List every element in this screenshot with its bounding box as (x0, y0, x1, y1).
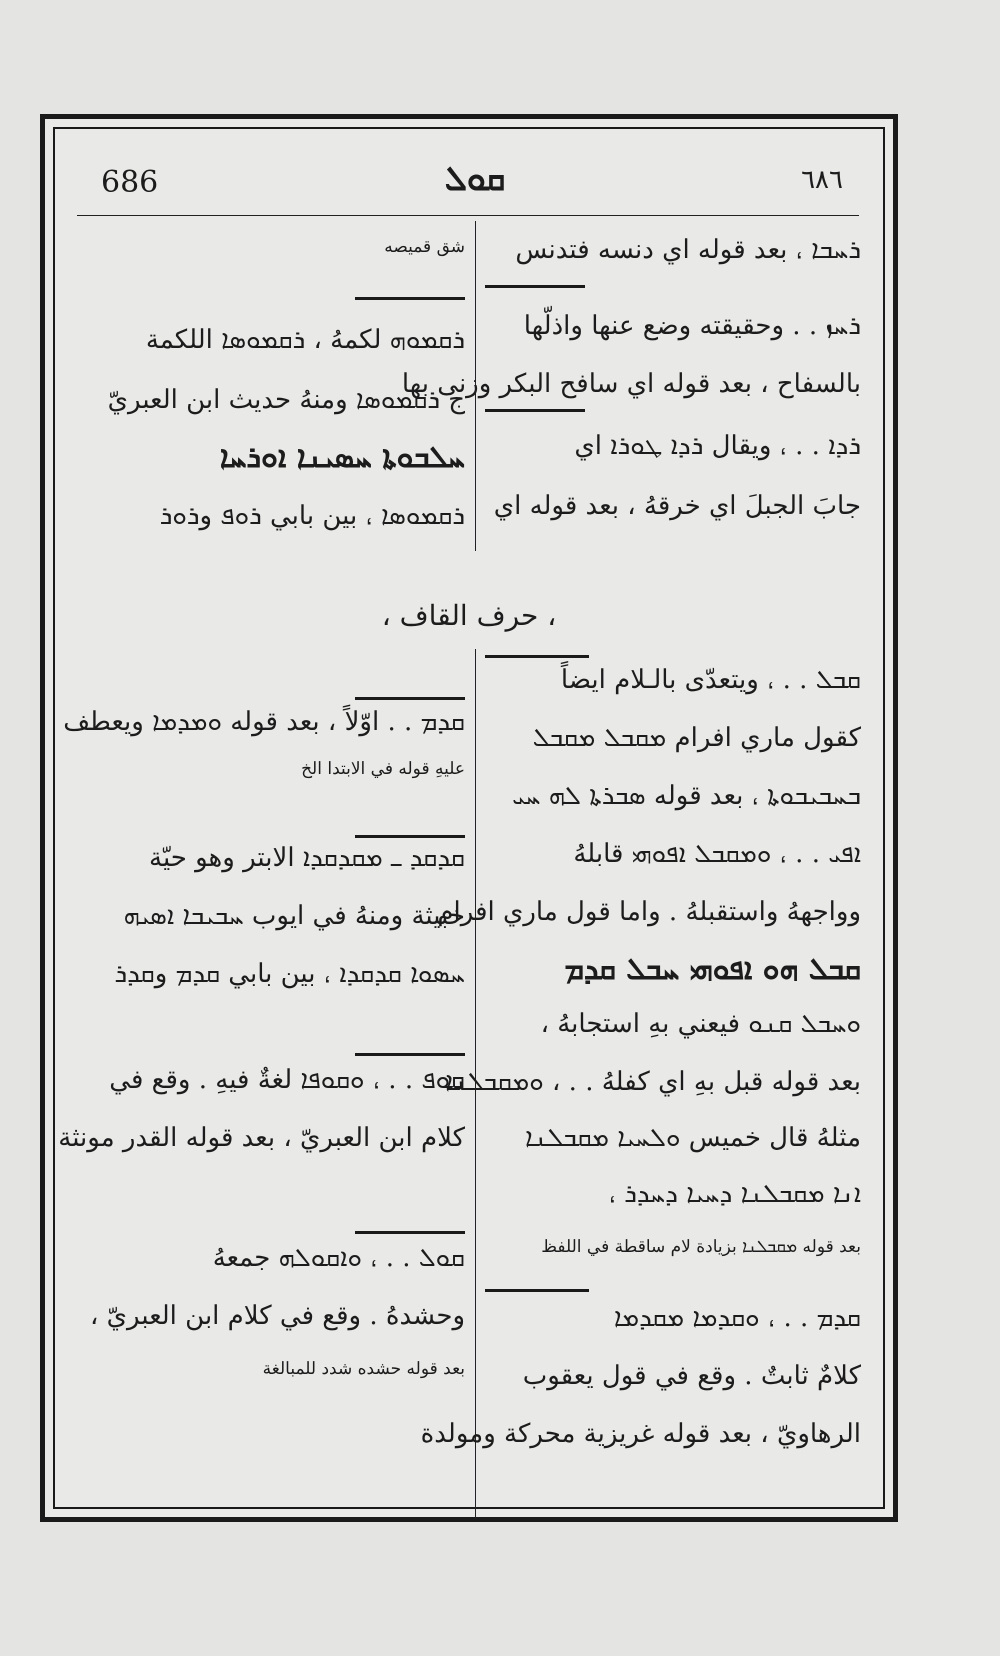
text-line: ܪܩܡܘܗ لكمهُ ، ܪܩܡܘܣܐ اللكمة (145, 325, 465, 355)
text-line: ܪܩܡܘܣܐ ، بين بابي ܪܘܦ وܪܘܪ (159, 501, 465, 531)
text-line: ܪܚܒܐ ، بعد قوله اي دنسه فتدنس (515, 235, 861, 265)
page-inner-frame (53, 127, 885, 1509)
text-line: مثلهُ قال خميس ܘܠܚܝܐ ܡܩܒܠܢܐ (524, 1123, 861, 1153)
text-line: ܪܕܐ . . ، ويقال ܪܕܐ ܛܘܪܐ اي (574, 431, 861, 461)
text-line: ج ܪܩܡܘܣܐ ومنهُ حديث ابن العبريّ (107, 385, 465, 415)
text-line: جابَ الجبلَ اي خرقهُ ، بعد قوله اي (493, 491, 861, 521)
text-line: ܩܕܡ . . اوّلاً ، بعد قوله ܘܡܕܡܐ ويعطف (63, 707, 465, 737)
entry-rule (355, 697, 465, 700)
text-line: كقول ماري افرام ܡܩܒܠ ܡܩܒܠ (532, 723, 861, 753)
entry-rule (355, 1231, 465, 1234)
page-frame (40, 114, 898, 1522)
text-line: خبيثة ومنهُ في ايوب ܚܒܝܒܐ ܐܣܝܗ (123, 901, 465, 931)
text-line: ܩܒܠ . . ، ويتعدّى بالـلام ايضاً (560, 665, 861, 695)
text-line: الرهاويّ ، بعد قوله غريزية محركة ومولدة (420, 1419, 861, 1449)
text-line: ܩܒܠ ܗܘ ܐܦܘܗܝ ܚܒܠ ܩܕܡ (564, 952, 861, 987)
text-line: ܐܢܐ ܡܩܒܠܢܐ ܕܚܝܐ ܕܚܕܪ ، (608, 1179, 861, 1209)
entry-rule (485, 285, 585, 288)
text-line: ܒܚܒܝܒܘܬܐ ، بعد قوله ܣܒܪܬܐ ܠܗ ܚܝ (512, 781, 861, 811)
text-line: ܩܘܦ . . ، ܘܩܘܦܐ لغةٌ فيهِ . وقع في (109, 1065, 465, 1095)
text-line: ܘܚܒܠ ܩܢܘ فيعني بهِ استجابهُ ، (540, 1009, 861, 1039)
text-line: ܚܠܒܘܬܐ ܚܣܝܢܐ ܐܘܪܚܐ (219, 440, 465, 475)
page-number-latin: 686 (101, 165, 159, 200)
header-rule (77, 215, 859, 216)
entry-rule (355, 1053, 465, 1056)
text-line: شق قميصه (384, 237, 465, 257)
section-title: ، حرف القاف ، (381, 599, 557, 632)
text-line: ܚܣܘܐ ܩܕܩܕܐ ، بين بابي ܩܕܡ وܩܕܪ (114, 959, 465, 989)
text-line: بعد قوله ܡܩܒܠܢܐ بزيادة لام ساقطة في اللفظ (541, 1237, 861, 1257)
text-line: وحشدهُ . وقع في كلام ابن العبريّ ، (90, 1301, 465, 1331)
running-head: ܩܘܠ (444, 159, 506, 199)
text-line: كلامٌ ثابتٌ . وقع في قول يعقوب (522, 1361, 861, 1391)
page-number-arabic: ٦٨٦ (801, 165, 843, 195)
text-line: ܪܚܙ . . وحقيقته وضع عنها واذلّها (523, 311, 861, 341)
text-line: كلام ابن العبريّ ، بعد قوله القدر مونثة (58, 1123, 465, 1153)
text-line: ܩܕܡ . . ، ܘܩܕܡܐ ܡܩܕܡܐ (613, 1303, 861, 1333)
text-line: وواجههُ واستقبلهُ . واما قول ماري افرام (437, 897, 861, 927)
text-line: بعد قوله قبل بهِ اي كفلهُ . . ، ܘܡܩܒܠܢܐ (445, 1067, 861, 1097)
entry-rule (355, 297, 465, 300)
entry-rule (355, 835, 465, 838)
text-line: ܩܕܩܕ ـ ܡܩܕܩܕܐ الابتر وهو حيّة (149, 843, 465, 873)
text-line: ܐܦܝ . . ، ܘܡܩܒܠ ܐܦܘܗܝ قابلهُ (573, 839, 861, 869)
entry-rule (485, 409, 585, 412)
text-line: بعد قوله حشده شدد للمبالغة (262, 1359, 465, 1379)
entry-rule (485, 655, 589, 658)
entry-rule (485, 1289, 589, 1292)
text-line: بالسفاح ، بعد قوله اي سافح البكر وزنى بها (401, 369, 861, 399)
text-line: ܩܘܠ . . ، ܘܐܩܘܠܗ جمعهُ (212, 1243, 465, 1273)
text-line: عليهِ قوله في الابتدا الخ (301, 759, 465, 779)
